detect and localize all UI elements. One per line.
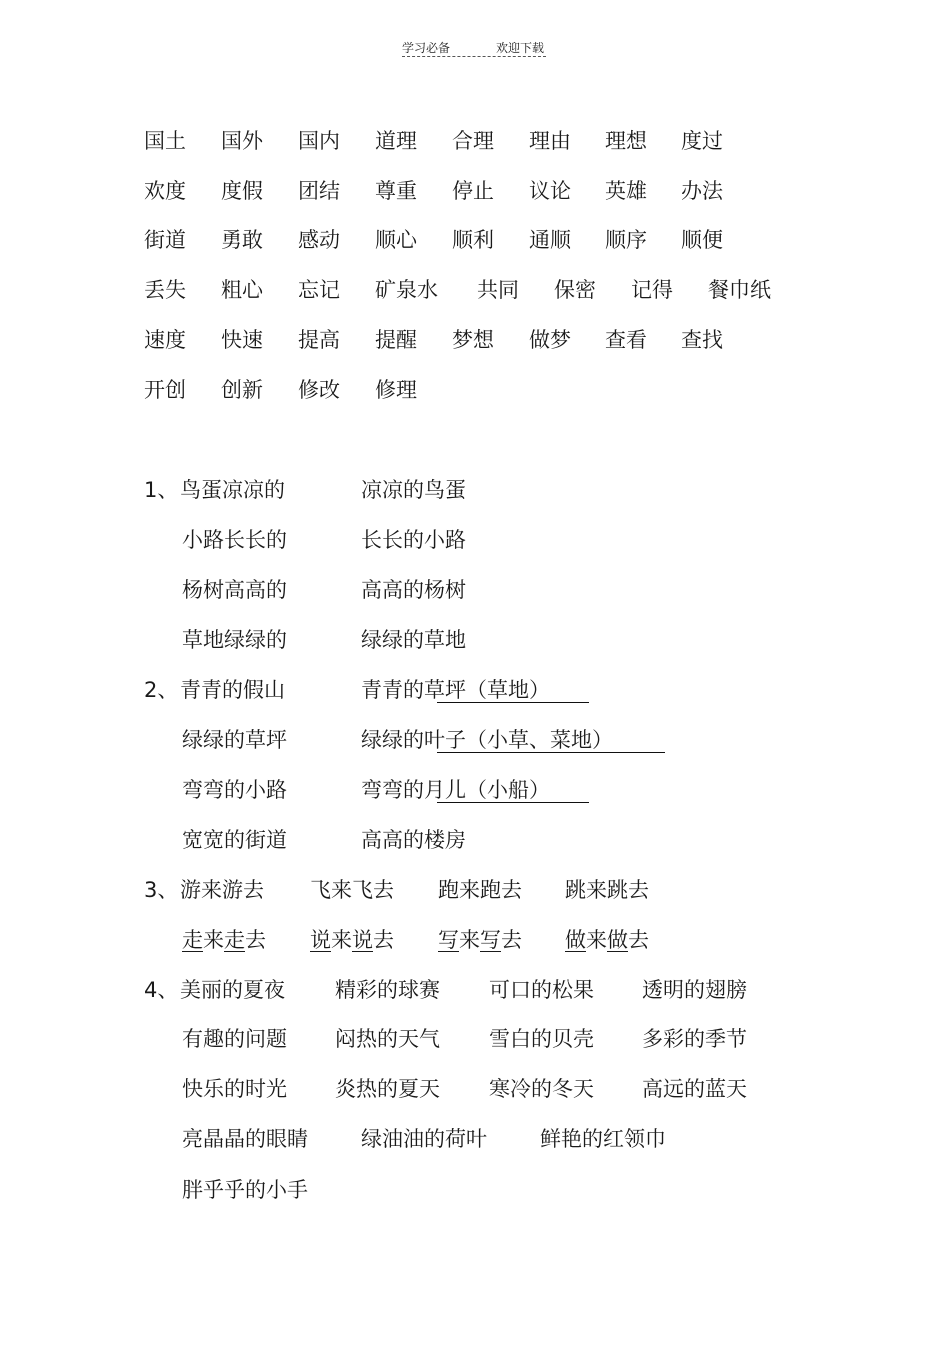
exercise-number: 3、 <box>144 878 179 902</box>
phrase: 游来游去 <box>180 878 264 902</box>
phrase: 高高的楼房 <box>361 828 466 852</box>
vocab-word: 停止 <box>452 179 494 203</box>
phrase: 绿绿的草地 <box>361 628 466 652</box>
underlined-char: 写 <box>480 928 501 952</box>
vocab-word: 议论 <box>529 179 571 203</box>
phrase: 高高的杨树 <box>361 578 466 602</box>
phrase: 炎热的夏天 <box>335 1077 440 1101</box>
underlined-phrase: 说来说去 <box>310 928 394 952</box>
underlined-char: 走 <box>182 928 203 952</box>
phrase: 精彩的球赛 <box>335 978 440 1002</box>
vocab-word: 做梦 <box>529 328 571 352</box>
vocab-word: 提醒 <box>375 328 417 352</box>
phrase: 绿绿的草坪 <box>182 728 287 752</box>
vocab-word: 顺利 <box>452 228 494 252</box>
vocab-word: 顺便 <box>681 228 723 252</box>
exercise-number: 2、 <box>144 678 179 702</box>
header-dashed-rule <box>402 56 546 57</box>
phrase: 寒冷的冬天 <box>489 1077 594 1101</box>
vocab-word: 街道 <box>144 228 186 252</box>
vocab-word: 共同 <box>477 278 519 302</box>
vocab-word: 修改 <box>298 378 340 402</box>
phrase: 快乐的时光 <box>182 1077 287 1101</box>
vocab-word: 办法 <box>681 179 723 203</box>
phrase: 高远的蓝天 <box>642 1077 747 1101</box>
phrase: 雪白的贝壳 <box>489 1027 594 1051</box>
exercise-number: 1、 <box>144 478 179 502</box>
vocab-word: 忘记 <box>298 278 340 302</box>
phrase: 草地绿绿的 <box>182 628 287 652</box>
phrase: 飞来飞去 <box>310 878 394 902</box>
phrase-answer: 弯弯的月儿（小船） <box>361 778 550 802</box>
vocab-word: 开创 <box>144 378 186 402</box>
vocab-word: 国外 <box>221 129 263 153</box>
vocab-word: 餐巾纸 <box>708 278 771 302</box>
phrase: 小路长长的 <box>182 528 287 552</box>
answer-blank-line <box>437 702 589 703</box>
vocab-word: 度过 <box>681 129 723 153</box>
vocab-word: 合理 <box>452 129 494 153</box>
header-right: 欢迎下载 <box>496 41 545 55</box>
underlined-char: 说 <box>352 928 373 952</box>
underlined-char: 写 <box>438 928 459 952</box>
vocab-word: 度假 <box>221 179 263 203</box>
vocab-word: 梦想 <box>452 328 494 352</box>
vocab-word: 国土 <box>144 129 186 153</box>
vocab-word: 创新 <box>221 378 263 402</box>
phrase: 长长的小路 <box>361 528 466 552</box>
vocab-word: 矿泉水 <box>375 278 438 302</box>
vocab-word: 团结 <box>298 179 340 203</box>
answer-blank-line <box>437 752 665 753</box>
phrase: 跳来跳去 <box>565 878 649 902</box>
vocab-word: 国内 <box>298 129 340 153</box>
header-left: 学习必备 <box>402 41 451 55</box>
vocab-word: 粗心 <box>221 278 263 302</box>
vocab-word: 顺序 <box>605 228 647 252</box>
underlined-phrase: 做来做去 <box>565 928 649 952</box>
vocab-word: 修理 <box>375 378 417 402</box>
vocab-word: 道理 <box>375 129 417 153</box>
vocab-word: 通顺 <box>529 228 571 252</box>
phrase: 宽宽的街道 <box>182 828 287 852</box>
phrase: 青青的假山 <box>180 678 285 702</box>
vocab-word: 速度 <box>144 328 186 352</box>
phrase: 绿油油的荷叶 <box>361 1127 487 1151</box>
vocab-word: 提高 <box>298 328 340 352</box>
phrase: 可口的松果 <box>489 978 594 1002</box>
underlined-phrase: 走来走去 <box>182 928 266 952</box>
underlined-char: 做 <box>607 928 628 952</box>
phrase: 胖乎乎的小手 <box>182 1178 308 1202</box>
underlined-char: 做 <box>565 928 586 952</box>
phrase: 弯弯的小路 <box>182 778 287 802</box>
phrase: 杨树高高的 <box>182 578 287 602</box>
underlined-char: 说 <box>310 928 331 952</box>
underlined-phrase: 写来写去 <box>438 928 522 952</box>
phrase-answer: 青青的草坪（草地） <box>361 678 550 702</box>
phrase: 鸟蛋凉凉的 <box>180 478 285 502</box>
vocab-word: 顺心 <box>375 228 417 252</box>
underlined-char: 走 <box>224 928 245 952</box>
vocab-word: 英雄 <box>605 179 647 203</box>
vocab-word: 理想 <box>605 129 647 153</box>
page-header <box>0 38 950 58</box>
vocab-word: 保密 <box>554 278 596 302</box>
vocab-word: 记得 <box>631 278 673 302</box>
vocab-word: 快速 <box>221 328 263 352</box>
vocab-word: 理由 <box>529 129 571 153</box>
vocab-word: 感动 <box>298 228 340 252</box>
phrase: 透明的翅膀 <box>642 978 747 1002</box>
exercise-number: 4、 <box>144 978 179 1002</box>
phrase: 有趣的问题 <box>182 1027 287 1051</box>
phrase: 闷热的天气 <box>335 1027 440 1051</box>
phrase: 美丽的夏夜 <box>180 978 285 1002</box>
phrase: 多彩的季节 <box>642 1027 747 1051</box>
phrase: 跑来跑去 <box>438 878 522 902</box>
answer-blank-line <box>437 802 589 803</box>
vocab-word: 查看 <box>605 328 647 352</box>
phrase: 凉凉的鸟蛋 <box>361 478 466 502</box>
phrase-answer: 绿绿的叶子（小草、菜地） <box>361 728 613 752</box>
vocab-word: 查找 <box>681 328 723 352</box>
vocab-word: 丢失 <box>144 278 186 302</box>
vocab-word: 欢度 <box>144 179 186 203</box>
vocab-word: 勇敢 <box>221 228 263 252</box>
phrase: 亮晶晶的眼睛 <box>182 1127 308 1151</box>
vocab-word: 尊重 <box>375 179 417 203</box>
phrase: 鲜艳的红领巾 <box>540 1127 666 1151</box>
